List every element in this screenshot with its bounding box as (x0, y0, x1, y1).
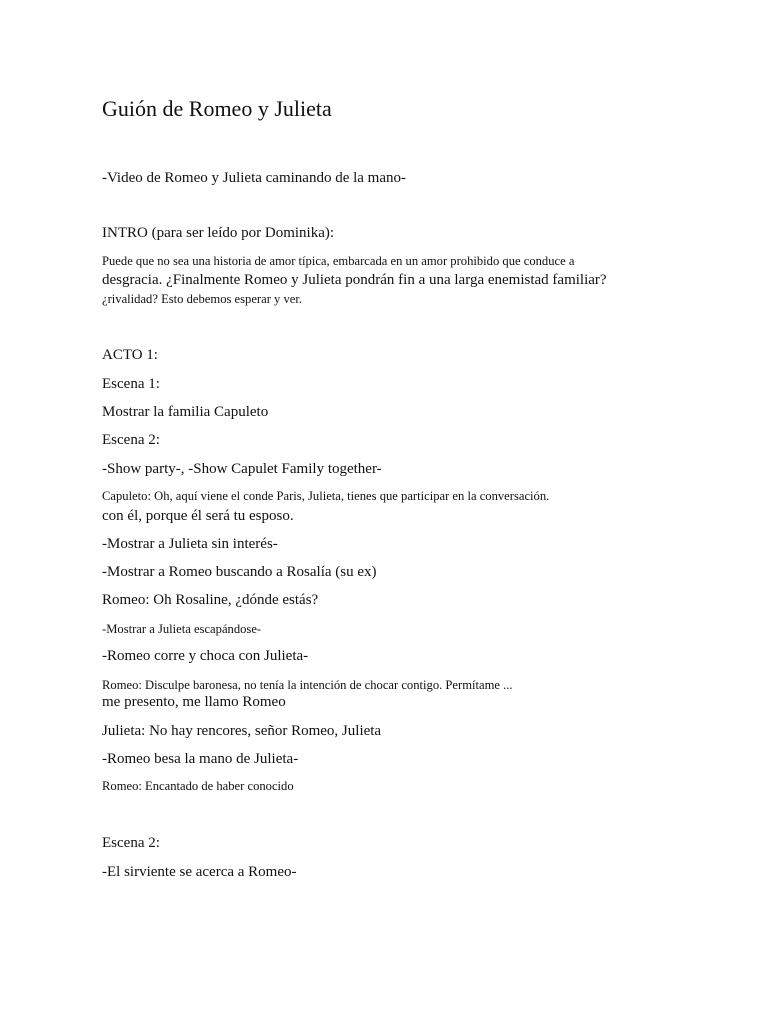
stage-direction: -Romeo besa la mano de Julieta- (102, 751, 299, 767)
dialogue-line: con él, porque él será tu esposo. (102, 508, 294, 524)
stage-direction: -Mostrar a Romeo buscando a Rosalía (su ex) (102, 564, 377, 580)
stage-direction: -Romeo corre y choca con Julieta- (102, 648, 309, 664)
stage-direction: -Mostrar a Julieta sin interés- (102, 536, 278, 552)
dialogue-line: Capuleto: Oh, aquí viene el conde Paris, Julieta, tienes que participar en la conversación. (102, 489, 550, 503)
intro-line-3: ¿rivalidad? Esto debemos esperar y ver. (102, 292, 303, 306)
stage-direction: -El sirviente se acerca a Romeo- (102, 864, 297, 880)
stage-direction: Mostrar la familia Capuleto (102, 404, 269, 420)
scene-1-heading: Escena 1: (102, 376, 160, 392)
act-1-heading: ACTO 1: (102, 347, 158, 363)
intro-heading: INTRO (para ser leído por Dominika): (102, 225, 335, 241)
dialogue-line: Romeo: Encantado de haber conocido (102, 779, 294, 793)
scene-2-heading: Escena 2: (102, 835, 160, 851)
dialogue-line: Romeo: Oh Rosaline, ¿dónde estás? (102, 592, 319, 608)
document-title: Guión de Romeo y Julieta (102, 96, 332, 121)
intro-line-1: Puede que no sea una historia de amor típica, embarcada en un amor prohibido que conduce a (102, 254, 575, 268)
stage-direction: -Mostrar a Julieta escapándose- (102, 622, 262, 636)
dialogue-line: me presento, me llamo Romeo (102, 694, 286, 710)
dialogue-line: Romeo: Disculpe baronesa, no tenía la intención de chocar contigo. Permítame ... (102, 678, 513, 692)
dialogue-line: Julieta: No hay rencores, señor Romeo, Julieta (102, 723, 382, 739)
intro-line-2: desgracia. ¿Finalmente Romeo y Julieta pondrán fin a una larga enemistad familiar? (102, 272, 607, 288)
stage-direction: -Show party-, -Show Capulet Family together- (102, 461, 382, 477)
scene-2-heading: Escena 2: (102, 432, 160, 448)
video-note: -Video de Romeo y Julieta caminando de la mano- (102, 170, 407, 186)
